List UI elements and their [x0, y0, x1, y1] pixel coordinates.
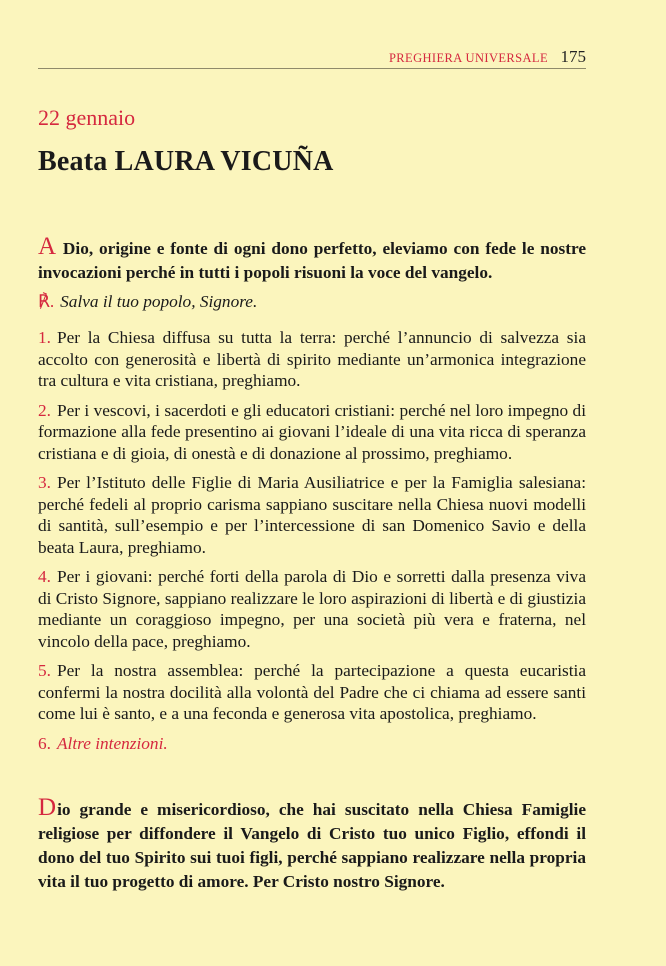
petition-text: Per l’Istituto delle Figlie di Maria Ausiliatrice e per la Famiglia salesiana: perché fedeli al proprio carisma sappiano suscitare nella Chiesa nuovi modelli di santità, sull’esempio e per l’intercessione di san Domenico Savio e della beata Laura, preghiamo.: [38, 473, 586, 557]
closing-initial: D: [38, 794, 57, 821]
petition-text: Per la Chiesa diffusa su tutta la terra: perché l’annuncio di salvezza sia accolto con generosità e libertà di spirito mediante un’armonica integrazione tra cultura e vita cristiana, preghiamo.: [38, 328, 586, 390]
introduction-text: Dio, origine e fonte di ogni dono perfetto, eleviamo con fede le nostre invocazioni perché in tutti i popoli risuoni la voce del vangelo.: [38, 239, 586, 282]
petition-item-other-intentions: [38, 733, 586, 755]
introduction-paragraph: [38, 233, 586, 285]
petition-number: 6.: [38, 733, 51, 753]
petition-text: Per la nostra assemblea: perché la partecipazione a questa eucaristia confermi la nostra docilità alla volontà del Padre che ci chiama ad essere santi come lui è santo, e a una feconda e generosa vita apostolica, preghiamo.: [38, 661, 586, 723]
response-symbol: ℟.: [38, 292, 55, 311]
petition-number: 1.: [38, 328, 51, 347]
closing-text: io grande e misericordioso, che hai suscitato nella Chiesa Famiglie religiose per diffondere il Vangelo di Cristo tuo unico Figlio, effondi il dono del tuo Spirito sui tuoi figli, perché sappiano realizzare nella propria vita il tuo progetto di amore. Per Cristo nostro Signore.: [38, 800, 586, 891]
response-text: Salva il tuo popolo, Signore.: [60, 292, 258, 311]
petition-number: 4.: [38, 567, 51, 586]
petition-item: [38, 472, 586, 558]
feast-date: 22 gennaio: [38, 105, 136, 130]
running-header-title: PREGHIERA UNIVERSALE: [388, 51, 548, 65]
petition-text: Per i giovani: perché forti della parola di Dio e sorretti dalla presenza viva di Cristo Signore, sappiano realizzare le loro aspirazioni di libertà e di giustizia mediante un coraggioso impegno, per una società più vera e fraterna, nel vincolo della pace, preghiamo.: [38, 567, 586, 651]
running-header: [38, 46, 586, 69]
petition-item: [38, 566, 586, 652]
petition-number: 2.: [38, 400, 51, 420]
petition-item: [38, 400, 586, 465]
saint-title: Beata LAURA VICUÑA: [38, 146, 334, 177]
page-number: 175: [560, 47, 586, 66]
closing-prayer: [38, 794, 586, 894]
introduction-initial: A: [38, 233, 57, 260]
petitions-list: [38, 327, 586, 762]
petition-item: [38, 660, 586, 725]
petition-number: 5.: [38, 661, 51, 680]
assembly-response: [38, 290, 257, 314]
petition-text: Altre intenzioni.: [56, 733, 168, 753]
petition-text: Per i vescovi, i sacerdoti e gli educatori cristiani: perché nel loro impegno di formazione alla fede presentino ai giovani l’ideale di una vita ricca di speranza cristiana e di gioia, di onestà e di donazione al prossimo, preghiamo.: [38, 400, 586, 463]
petition-number: 3.: [38, 473, 51, 492]
petition-item: [38, 327, 586, 392]
